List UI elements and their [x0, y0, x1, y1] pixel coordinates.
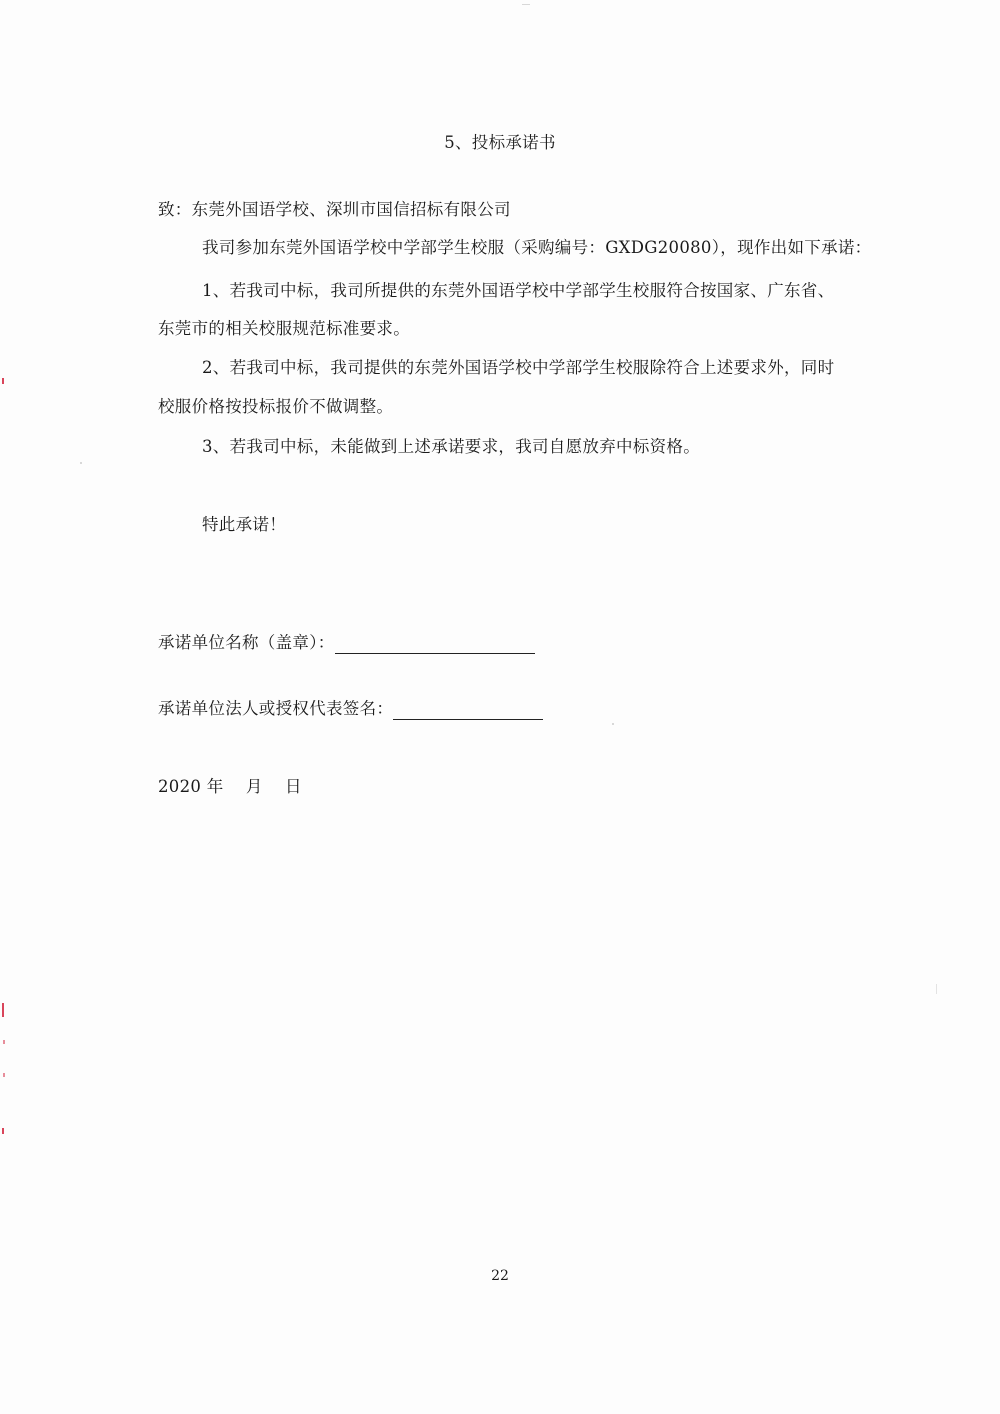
commitment-2-line-2: 校服价格按投标报价不做调整。 [158, 397, 394, 416]
scan-red-mark [3, 1040, 5, 1044]
scan-red-mark [2, 1003, 4, 1017]
signature-rep-label: 承诺单位法人或授权代表签名： [158, 699, 394, 718]
scan-speck [522, 4, 530, 5]
signature-company-blank[interactable] [335, 635, 535, 654]
scan-red-mark [3, 1073, 5, 1077]
signature-rep-row [158, 698, 543, 720]
scan-red-mark [2, 1128, 4, 1134]
document-title: 5、投标承诺书 [444, 133, 556, 152]
commitment-1-line-1: 1、若我司中标，我司所提供的东莞外国语学校中学部学生校服符合按国家、广东省、 [202, 281, 835, 300]
scan-red-mark [2, 378, 4, 384]
scan-speck [612, 723, 614, 725]
signature-company-row [158, 632, 535, 654]
date-line: 2020 年 月 日 [158, 777, 302, 796]
scan-speck [936, 984, 937, 994]
closing-statement: 特此承诺！ [202, 515, 286, 534]
intro-paragraph: 我司参加东莞外国语学校中学部学生校服（采购编号：GXDG20080），现作出如下承诺： [202, 238, 872, 257]
signature-company-label: 承诺单位名称（盖章）： [158, 633, 335, 652]
commitment-2-line-1: 2、若我司中标，我司提供的东莞外国语学校中学部学生校服除符合上述要求外，同时 [202, 358, 835, 377]
addressee: 致：东莞外国语学校、深圳市国信招标有限公司 [158, 200, 511, 219]
commitment-1-line-2: 东莞市的相关校服规范标准要求。 [158, 319, 410, 338]
commitment-3: 3、若我司中标，未能做到上述承诺要求，我司自愿放弃中标资格。 [202, 437, 700, 456]
scan-speck [80, 462, 82, 464]
signature-rep-blank[interactable] [393, 701, 543, 720]
page-number: 22 [491, 1268, 509, 1284]
